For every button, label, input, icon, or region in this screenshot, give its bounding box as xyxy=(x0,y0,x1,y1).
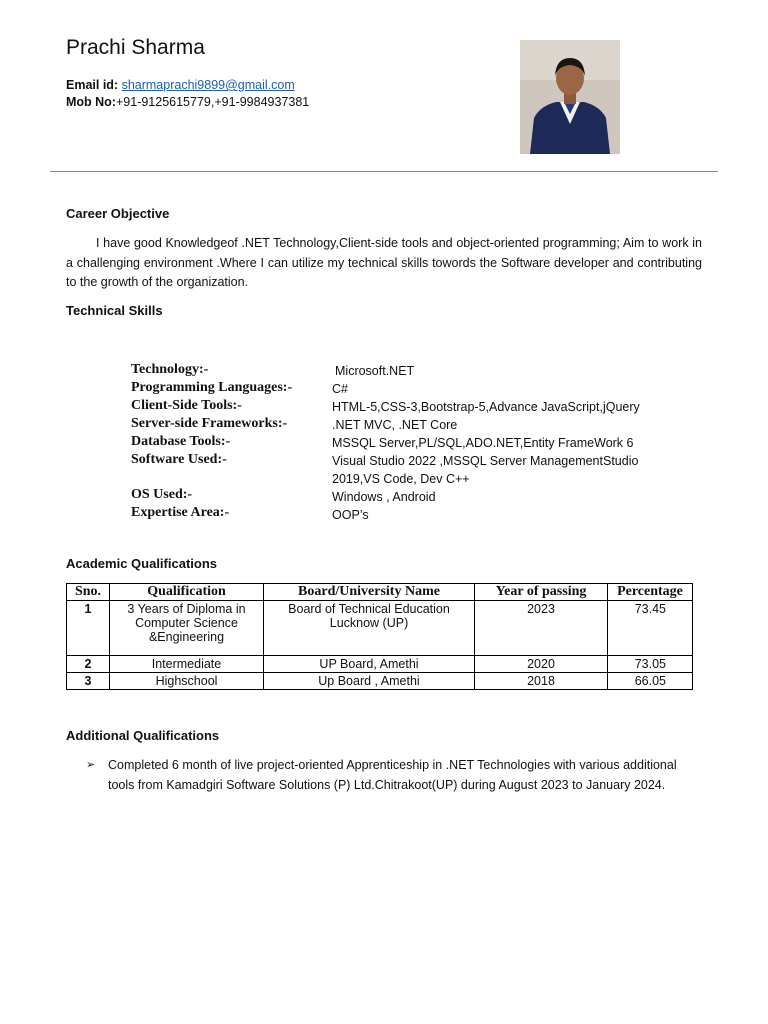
cell-year: 2023 xyxy=(475,601,608,656)
mobile-line xyxy=(66,95,309,109)
additional-item-text: Completed 6 month of live project-oriented Apprenticeship in .NET Technologies with various additional tools from Kamadgiri Software Solutions (P) Ltd.Chitrakoot(UP) during August 2023 to January 2024. xyxy=(108,758,677,792)
col-header-sno: Sno. xyxy=(67,584,110,601)
technical-skills-title: Technical Skills xyxy=(66,303,163,318)
skill-label-client-side: Client-Side Tools:- xyxy=(131,398,242,413)
skill-value-server-side: .NET MVC, .NET Core xyxy=(332,418,458,432)
cell-qualification: Highschool xyxy=(110,673,264,690)
skill-value-programming: C# xyxy=(332,382,348,396)
academic-title: Academic Qualifications xyxy=(66,556,217,571)
skill-label-technology: Technology:- xyxy=(131,362,209,377)
header-divider xyxy=(50,171,718,172)
table-row xyxy=(67,673,693,690)
cell-board: UP Board, Amethi xyxy=(264,656,475,673)
cell-qualification: Intermediate xyxy=(110,656,264,673)
profile-photo xyxy=(520,40,620,154)
col-header-year: Year of passing xyxy=(475,584,608,601)
cell-sno: 1 xyxy=(67,601,110,656)
arrow-bullet-icon: ➢ xyxy=(86,759,96,771)
skill-value-database: MSSQL Server,PL/SQL,ADO.NET,Entity FrameWork 6 xyxy=(332,436,634,450)
cell-board: Up Board , Amethi xyxy=(264,673,475,690)
skill-value-client-side: HTML-5,CSS-3,Bootstrap-5,Advance JavaScript,jQuery xyxy=(332,400,640,414)
cell-board: Board of Technical Education Lucknow (UP) xyxy=(264,601,475,656)
skill-value-os: Windows , Android xyxy=(332,490,436,504)
email-label: Email id: xyxy=(66,78,119,92)
cell-percentage: 73.45 xyxy=(608,601,693,656)
cell-percentage: 66.05 xyxy=(608,673,693,690)
skill-value-software: Visual Studio 2022 ,MSSQL Server ManagementStudio 2019,VS Code, Dev C++ xyxy=(332,454,639,486)
skill-label-programming: Programming Languages:- xyxy=(131,380,293,395)
cell-sno: 2 xyxy=(67,656,110,673)
mobile-number: +91-9125615779,+91-9984937381 xyxy=(115,95,310,109)
col-header-board: Board/University Name xyxy=(264,584,475,601)
mobile-label: Mob No: xyxy=(66,95,116,109)
career-objective-text xyxy=(66,234,702,293)
cell-qualification: 3 Years of Diploma in Computer Science &Engineering xyxy=(110,601,264,656)
academic-table xyxy=(66,583,693,690)
table-row xyxy=(67,601,693,656)
email-link[interactable]: sharmaprachi9899@gmail.com xyxy=(121,78,295,92)
list-item xyxy=(86,756,686,795)
table-header-row xyxy=(67,584,693,601)
person-portrait-icon xyxy=(520,40,620,154)
skill-label-software: Software Used:- xyxy=(131,452,227,467)
career-objective-title: Career Objective xyxy=(66,206,170,221)
skill-label-server-side: Server-side Frameworks:- xyxy=(131,416,288,431)
table-row xyxy=(67,656,693,673)
skill-label-database: Database Tools:- xyxy=(131,434,231,449)
cell-year: 2018 xyxy=(475,673,608,690)
cell-year: 2020 xyxy=(475,656,608,673)
additional-title: Additional Qualifications xyxy=(66,728,220,743)
cell-sno: 3 xyxy=(67,673,110,690)
skill-value-technology: Microsoft.NET xyxy=(335,364,415,378)
skill-label-os: OS Used:- xyxy=(131,487,193,502)
email-line xyxy=(66,78,295,92)
career-objective-body: I have good Knowledgeof .NET Technology,Client-side tools and object-oriented programming; Aim to work in a challenging environment .Where I can utilize my technical skills towords the Software developer and contributing to the growth of the organization. xyxy=(66,236,702,289)
col-header-percentage: Percentage xyxy=(608,584,693,601)
skill-label-expertise: Expertise Area:- xyxy=(131,505,230,520)
candidate-name: Prachi Sharma xyxy=(66,36,205,59)
col-header-qualification: Qualification xyxy=(110,584,264,601)
cell-percentage: 73.05 xyxy=(608,656,693,673)
skill-value-expertise: OOP’s xyxy=(332,508,369,522)
